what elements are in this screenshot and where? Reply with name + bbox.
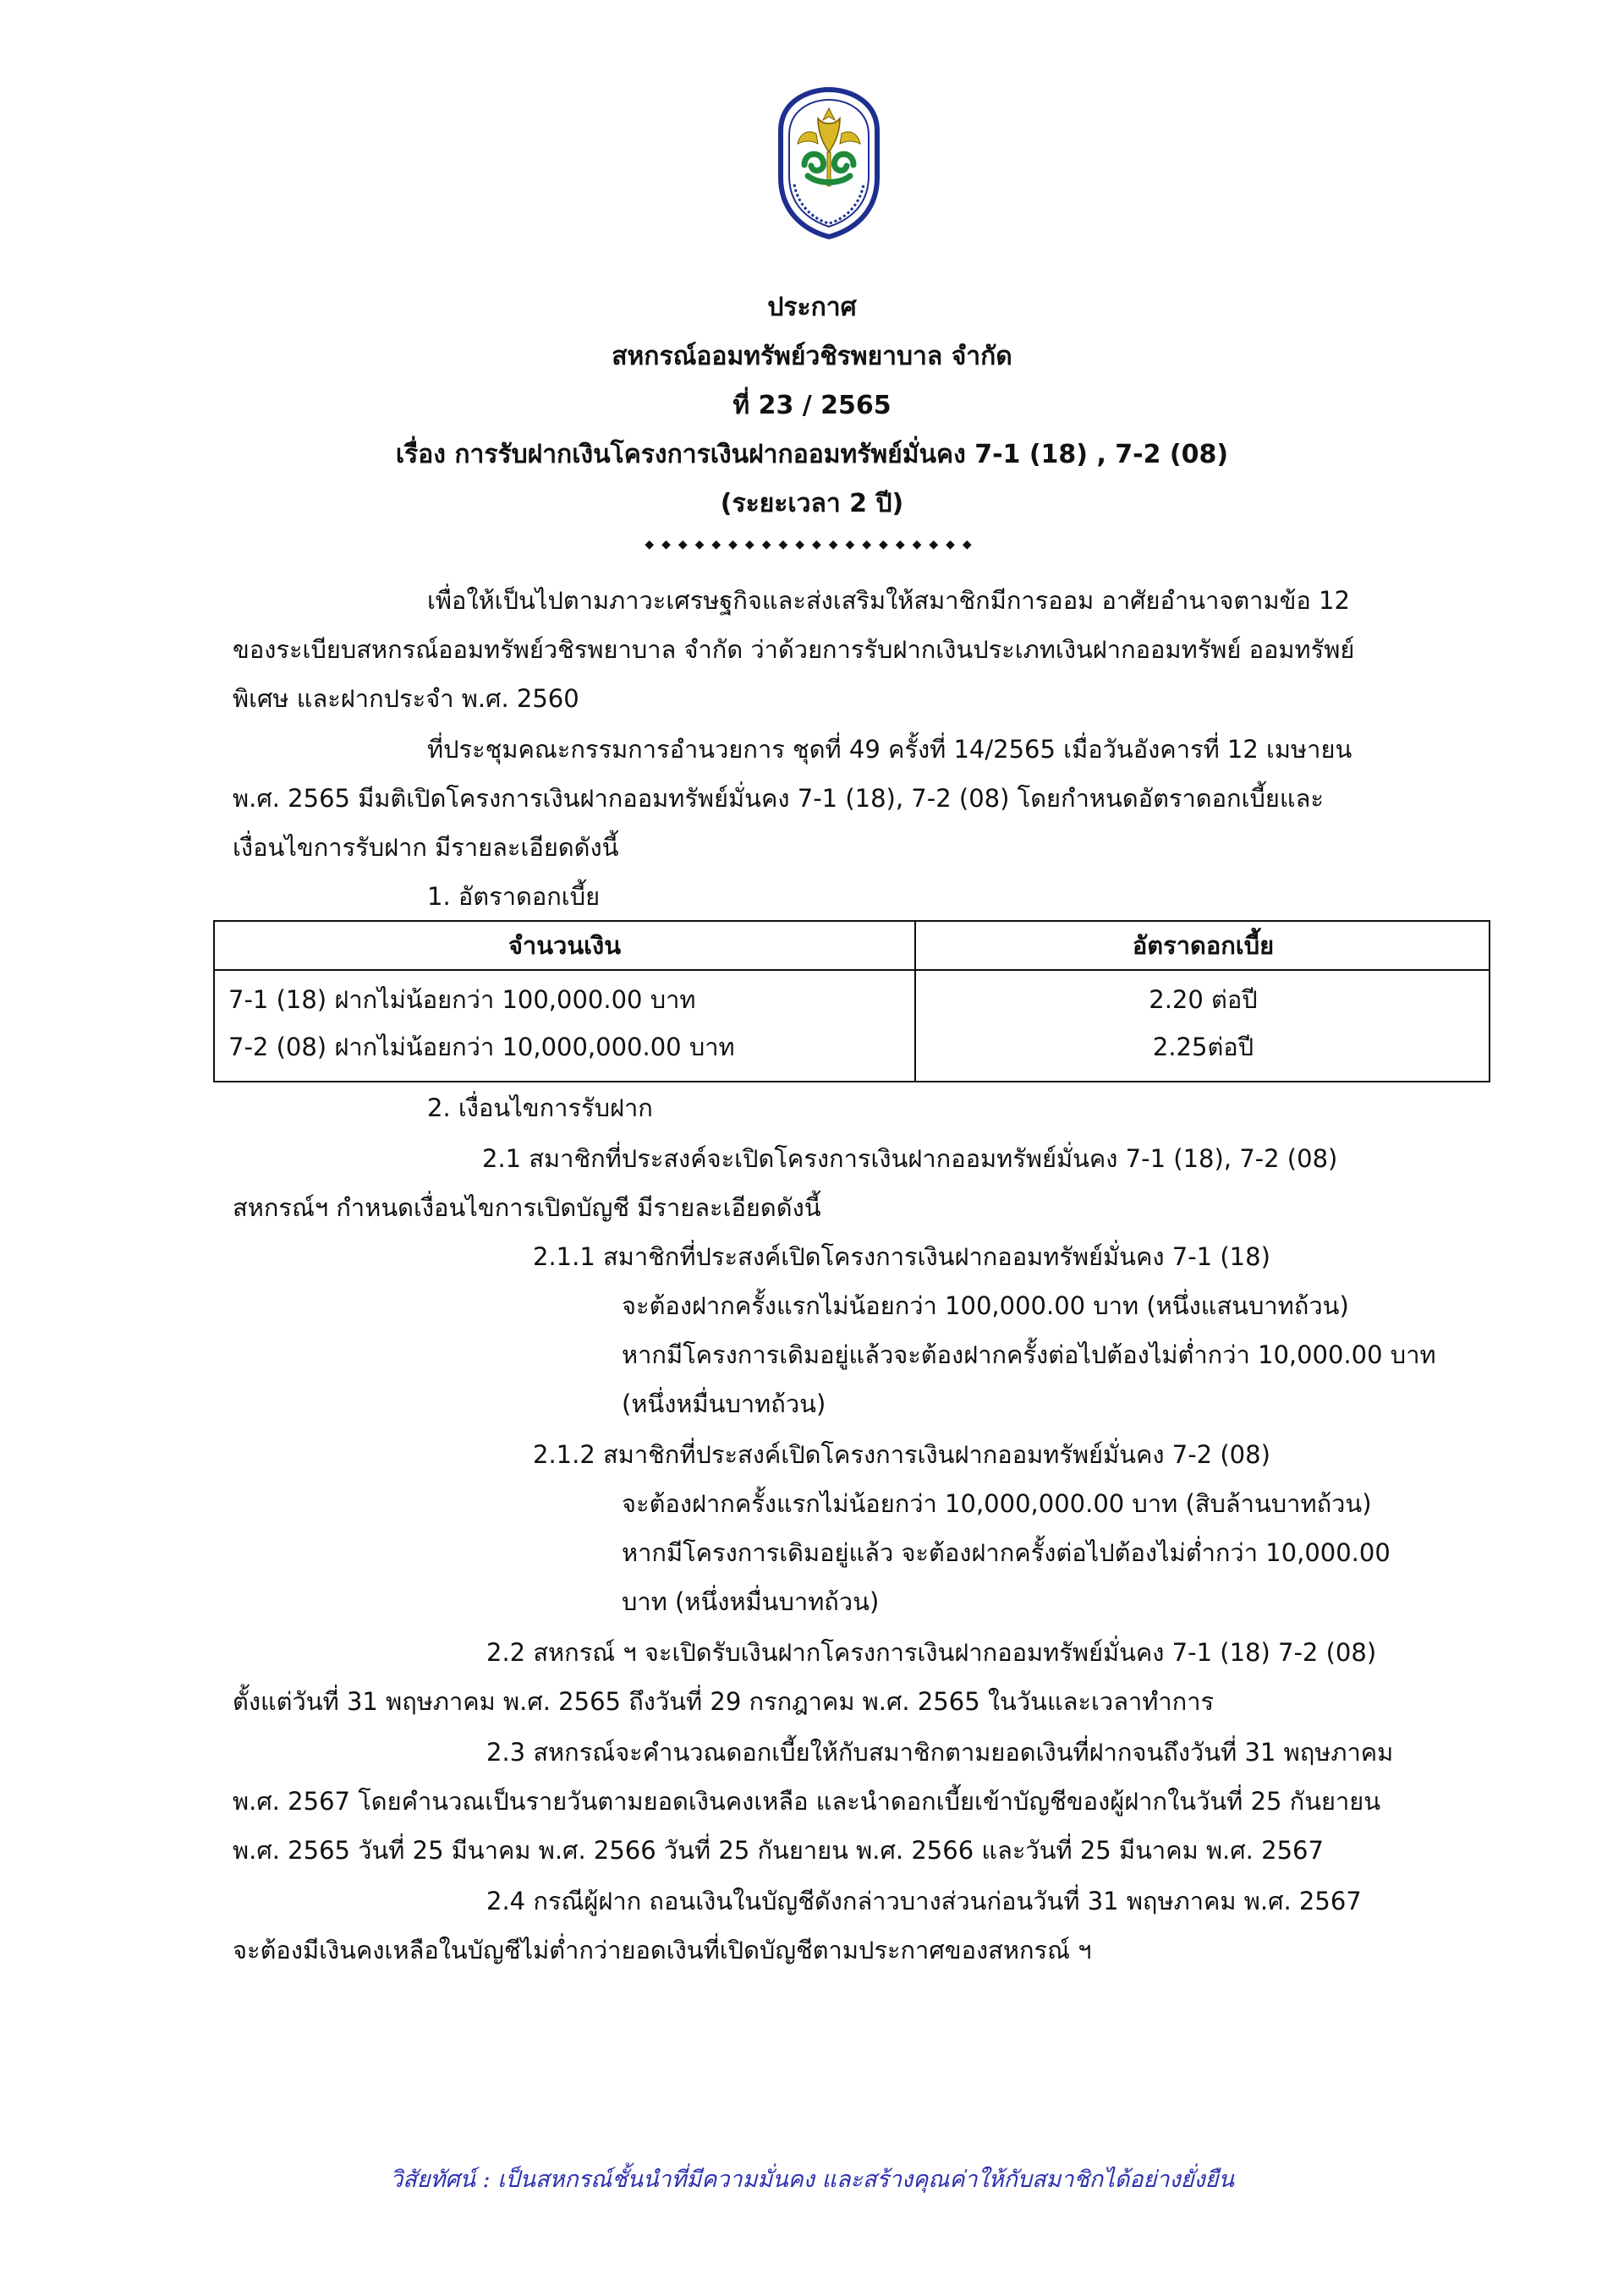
divider: ◆◆◆◆◆◆◆◆◆◆◆◆◆◆◆◆◆◆◆◆ — [645, 538, 979, 551]
table-header-amount: จำนวนเงิน — [508, 931, 622, 960]
table-row-1-rate: 2.20 ต่อปี — [1149, 985, 1258, 1014]
section-2-1-1-line-2: จะต้องฝากครั้งแรกไม่น้อยกว่า 100,000.00 บาท (หนึ่งแสนบาทถ้วน) — [622, 1291, 1349, 1320]
section-1-heading: 1. อัตราดอกเบี้ย — [427, 882, 601, 911]
section-2-heading: 2. เงื่อนไขการรับฝาก — [427, 1093, 653, 1122]
cooperative-logo — [774, 85, 884, 241]
paragraph-1-line-3: พิเศษ และฝากประจำ พ.ศ. 2560 — [233, 684, 579, 713]
table-row-2-amount: 7-2 (08) ฝากไม่น้อยกว่า 10,000,000.00 บาท — [228, 1033, 735, 1061]
table-row-2-rate: 2.25ต่อปี — [1152, 1033, 1254, 1061]
section-2-1-2-line-2: จะต้องฝากครั้งแรกไม่น้อยกว่า 10,000,000.00 บาท (สิบล้านบาทถ้วน) — [622, 1489, 1372, 1518]
section-2-3-line-1: 2.3 สหกรณ์จะคำนวณดอกเบี้ยให้กับสมาชิกตามยอดเงินที่ฝากจนถึงวันที่ 31 พฤษภาคม — [486, 1738, 1394, 1767]
paragraph-2-line-2: พ.ศ. 2565 มีมติเปิดโครงการเงินฝากออมทรัพย์มั่นคง 7-1 (18), 7-2 (08) โดยกำหนดอัตราดอกเบี้ยและ — [233, 784, 1324, 813]
organization-name: สหกรณ์ออมทรัพย์วชิรพยาบาล จำกัด — [612, 342, 1012, 371]
paragraph-1-line-2: ของระเบียบสหกรณ์ออมทรัพย์วชิรพยาบาล จำกัด ว่าด้วยการรับฝากเงินประเภทเงินฝากออมทรัพย์ ออมทรัพย์ — [233, 635, 1355, 664]
table-row-1-amount: 7-1 (18) ฝากไม่น้อยกว่า 100,000.00 บาท — [228, 985, 696, 1014]
paragraph-2-line-3: เงื่อนไขการรับฝาก มีรายละเอียดดังนี้ — [233, 833, 619, 862]
section-2-3-line-2: พ.ศ. 2567 โดยคำนวณเป็นรายวันตามยอดเงินคงเหลือ และนำดอกเบี้ยเข้าบัญชีของผู้ฝากในวันที่ 25 กันยายน — [233, 1787, 1381, 1816]
section-2-1-1-line-1: 2.1.1 สมาชิกที่ประสงค์เปิดโครงการเงินฝากออมทรัพย์มั่นคง 7-1 (18) — [533, 1242, 1270, 1271]
paragraph-1-line-1: เพื่อให้เป็นไปตามภาวะเศรษฐกิจและส่งเสริมให้สมาชิกมีการออม อาศัยอำนาจตามข้อ 12 — [427, 586, 1350, 615]
section-2-1-1-line-3: หากมีโครงการเดิมอยู่แล้วจะต้องฝากครั้งต่อไปต้องไม่ต่ำกว่า 10,000.00 บาท — [622, 1340, 1436, 1369]
announcement-number: ที่ 23 / 2565 — [732, 391, 892, 420]
section-2-2-line-1: 2.2 สหกรณ์ ฯ จะเปิดรับเงินฝากโครงการเงินฝากออมทรัพย์มั่นคง 7-1 (18) 7-2 (08) — [486, 1638, 1377, 1667]
section-2-1-line-1: 2.1 สมาชิกที่ประสงค์จะเปิดโครงการเงินฝากออมทรัพย์มั่นคง 7-1 (18), 7-2 (08) — [482, 1144, 1338, 1173]
section-2-1-1-line-4: (หนึ่งหมื่นบาทถ้วน) — [622, 1389, 826, 1418]
section-2-1-2-line-1: 2.1.2 สมาชิกที่ประสงค์เปิดโครงการเงินฝากออมทรัพย์มั่นคง 7-2 (08) — [533, 1440, 1270, 1469]
interest-rate-table — [213, 920, 1490, 1082]
vision-statement: วิสัยทัศน์ : เป็นสหกรณ์ชั้นนำที่มีความมั่นคง และสร้างคุณค่าให้กับสมาชิกได้อย่างยั่งยืน — [390, 2167, 1234, 2193]
section-2-1-2-line-3: หากมีโครงการเดิมอยู่แล้ว จะต้องฝากครั้งต่อไปต้องไม่ต่ำกว่า 10,000.00 — [622, 1538, 1391, 1567]
section-2-3-line-3: พ.ศ. 2565 วันที่ 25 มีนาคม พ.ศ. 2566 วันที่ 25 กันยายน พ.ศ. 2566 และวันที่ 25 มีนาคม พ.ศ. 2567 — [233, 1836, 1324, 1865]
section-2-2-line-2: ตั้งแต่วันที่ 31 พฤษภาคม พ.ศ. 2565 ถึงวันที่ 29 กรกฎาคม พ.ศ. 2565 ในวันและเวลาทำการ — [233, 1687, 1215, 1716]
table-header-rate: อัตราดอกเบี้ย — [1132, 931, 1275, 960]
section-2-1-line-2: สหกรณ์ฯ กำหนดเงื่อนไขการเปิดบัญชี มีรายละเอียดดังนี้ — [233, 1193, 821, 1222]
announcement-period: (ระยะเวลา 2 ปี) — [720, 489, 904, 518]
paragraph-2-line-1: ที่ประชุมคณะกรรมการอำนวยการ ชุดที่ 49 ครั้งที่ 14/2565 เมื่อวันอังคารที่ 12 เมษายน — [427, 735, 1352, 764]
section-2-4-line-2: จะต้องมีเงินคงเหลือในบัญชีไม่ต่ำกว่ายอดเงินที่เปิดบัญชีตามประกาศของสหกรณ์ ฯ — [233, 1936, 1092, 1964]
announcement-subject: เรื่อง การรับฝากเงินโครงการเงินฝากออมทรัพย์มั่นคง 7-1 (18) , 7-2 (08) — [395, 440, 1229, 469]
section-2-4-line-1: 2.4 กรณีผู้ฝาก ถอนเงินในบัญชีดังกล่าวบางส่วนก่อนวันที่ 31 พฤษภาคม พ.ศ. 2567 — [486, 1887, 1362, 1915]
announcement-title: ประกาศ — [767, 293, 857, 322]
section-2-1-2-line-4: บาท (หนึ่งหมื่นบาทถ้วน) — [622, 1587, 880, 1616]
